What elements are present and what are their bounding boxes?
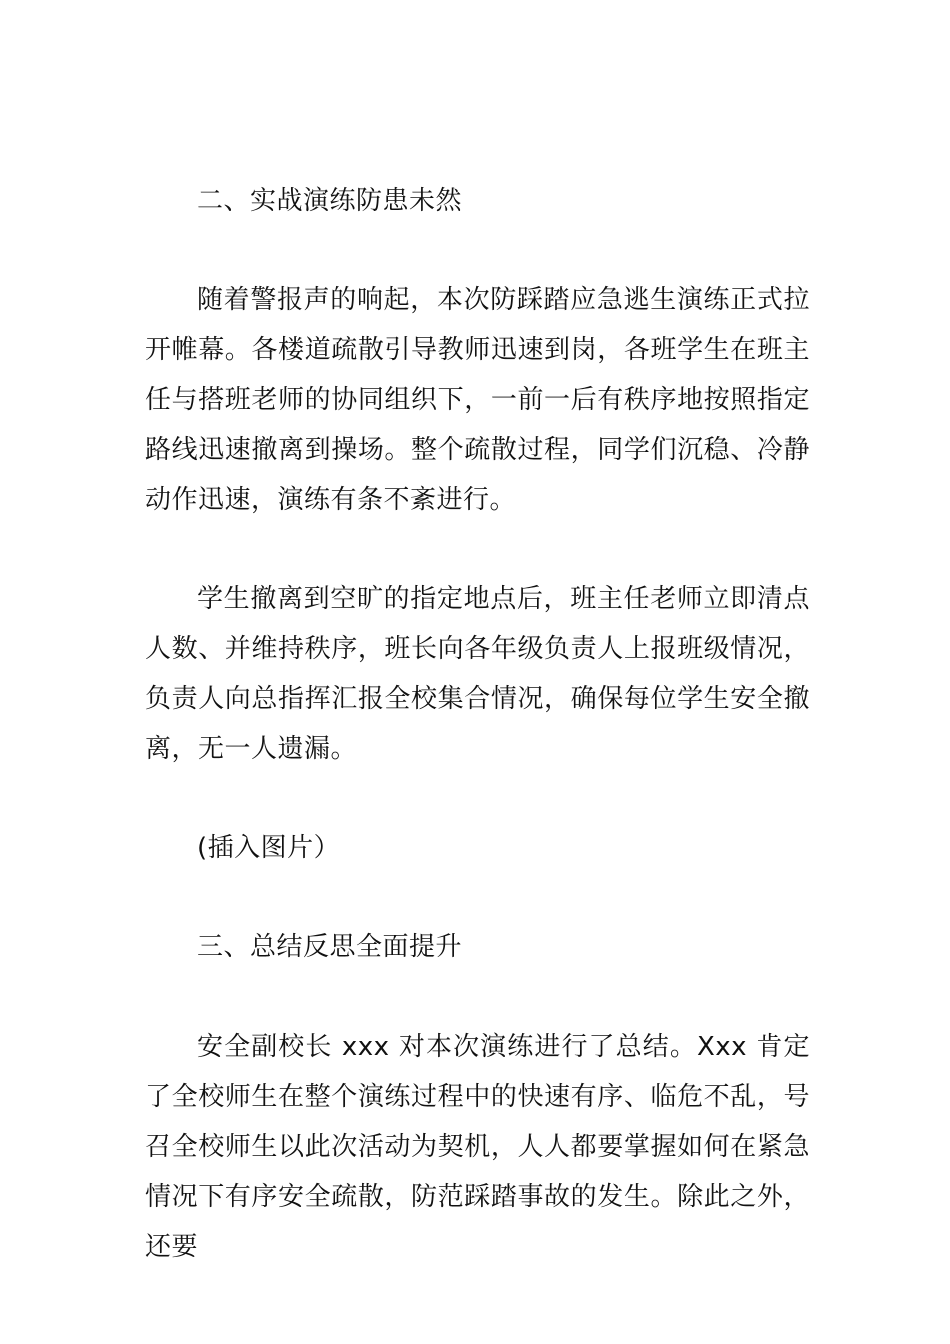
paragraph-evacuation-drill: 随着警报声的响起，本次防踩踏应急逃生演练正式拉开帷幕。各楼道疏散引导教师迅速到岗，各班学生在班主任与搭班老师的协同组织下，一前一后有秩序地按照指定路线迅速撤离到操场。整个疏散过程，同学们沉稳、冷静动作迅速，演练有条不紊进行。 [145,285,810,515]
image-placeholder-text: (插入图片） [197,833,341,863]
image-placeholder-block [145,823,810,873]
paragraph-1-block [145,275,810,525]
section-3-heading-block [145,922,810,972]
section-3-heading: 三、总结反思全面提升 [197,932,463,962]
section-2-heading-block [145,176,810,226]
section-2-heading: 二、实战演练防患未然 [197,186,463,216]
paragraph-3-block [145,1022,810,1272]
paragraph-summary: 安全副校长 xxx 对本次演练进行了总结。Xxx 肯定了全校师生在整个演练过程中的快速有序、临危不乱，号召全校师生以此次活动为契机，人人都要掌握如何在紧急情况下有序安全疏散，防范踩踏事故的发生。除此之外，还要 [145,1032,810,1262]
paragraph-headcount: 学生撤离到空旷的指定地点后，班主任老师立即清点人数、并维持秩序，班长向各年级负责人上报班级情况，负责人向总指挥汇报全校集合情况，确保每位学生安全撤离，无一人遗漏。 [145,584,810,764]
paragraph-2-block [145,574,810,774]
